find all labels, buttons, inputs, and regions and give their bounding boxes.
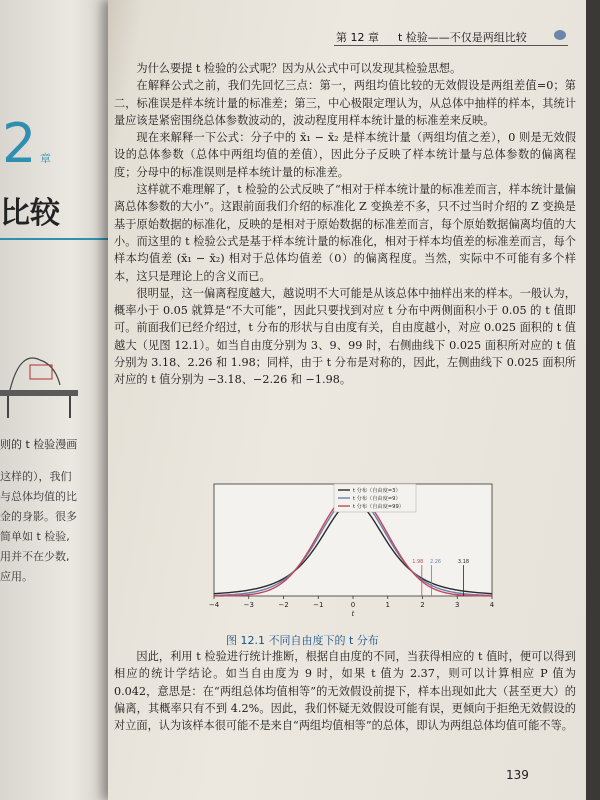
left-text-fragment: 与总体均值的比 xyxy=(0,490,77,503)
x-axis-label: t xyxy=(351,610,355,618)
left-title-fragment: 比较 xyxy=(0,196,60,231)
critical-value-label: 1.98 xyxy=(412,559,424,566)
left-text-fragment: 这样的），我们 xyxy=(0,470,72,483)
legend-entry: t 分布（自由度=9） xyxy=(353,496,401,502)
header-rule xyxy=(334,45,568,46)
body-text-upper xyxy=(114,60,576,389)
book-series-icon xyxy=(554,30,566,40)
paragraph: 在解释公式之前，我们先回忆三点：第一，两组均值比较的无效假设是两组差值=0；第二，标准误是样本统计量的标准差；第三，中心极限定理认为，从总体中抽样的样本，其统计量应该是紧密围绕总体参数波动的，波动程度用样本统计量的标准差来反映。 xyxy=(114,79,576,127)
running-header xyxy=(318,26,568,48)
paragraph: 很明显，这一偏离程度越大，越说明不大可能是从该总体中抽样出来的样本。一般认为，概率小于 0.05 就算是“不大可能”，因此只要找到对应 t 分布中两侧面积小于 0.05 的 t 值即可。前面我们已经介绍过，t 分布的形状与自由度有关，自由度越小，对应 0.025 面积的 t 值越大（见图 12.1）。如当自由度分别为 3、9、99 时，右侧曲线下 0.025 面积所对应的 t 值分别为 3.18、2.26 和 1.98；同样，由于 t 分布是对称的，因此，左侧曲线下 0.025 面积所对应的 t 值分别为 −3.18、−2.26 和 −1.98。 xyxy=(114,286,576,387)
left-chapter-word: 章 xyxy=(40,152,51,165)
paragraph: 因此，利用 t 检验进行统计推断，根据自由度的不同，当获得相应的 t 值时，便可以得到相应的统计学结论。如当自由度为 9 时，如果 t 值为 2.37，则可以计算相应 P 值为 0.042，意思是：在“两组总体均值相等”的无效假设前提下，样本出现如此大（甚至更大）的偏离，其概率只有不到 4.2%。因此，我们怀疑无效假设可能有误，更倾向于拒绝无效假设的对立面，认为该样本很可能不是来自“两组均值相等”的总体，即认为两组总体均值可能不等。 xyxy=(114,650,576,733)
paragraph: 为什么要提 t 检验的公式呢？因为从公式中可以发现其检验思想。 xyxy=(136,62,462,75)
paragraph: 现在来解释一下公式：分子中的 x̄₁ − x̄₂ 是样本统计量（两组均值之差），0 则是无效假设的总体参数（总体中两组均值的差值），因此分子反映了样本统计量与总体参数的偏离程度；分母中的标准误则是样本统计量的标准差。 xyxy=(114,131,576,179)
left-title-rule xyxy=(0,238,110,240)
left-text-fragment: 用并不在少数, xyxy=(0,550,70,563)
x-tick-label: −3 xyxy=(243,601,254,609)
body-text-lower xyxy=(114,648,576,734)
left-text-fragment: 简单如 t 检验, xyxy=(0,530,70,543)
x-tick-label: 4 xyxy=(489,601,495,609)
t-distribution-chart xyxy=(200,478,500,628)
background-edge xyxy=(586,0,600,800)
chapter-title: t 检验——不仅是两组比较 xyxy=(398,31,527,44)
x-tick-label: 3 xyxy=(455,601,460,609)
comic-sketch-illustration xyxy=(0,330,80,420)
left-text-fragment: 应用。 xyxy=(0,570,33,583)
right-page xyxy=(108,0,586,800)
page-number: 139 xyxy=(506,768,529,782)
x-tick-label: −1 xyxy=(313,601,324,609)
legend-entry: t 分布（自由度=99） xyxy=(353,504,404,510)
chapter-label: 第 12 章 xyxy=(336,31,379,44)
x-tick-label: 1 xyxy=(385,601,390,609)
left-chapter-number: 2 xyxy=(2,112,37,175)
x-tick-label: 0 xyxy=(350,601,356,609)
left-text-fragment: 金的身影。很多 xyxy=(0,510,77,523)
critical-value-label: 3.18 xyxy=(457,559,470,566)
left-caption-fragment: 则的 t 检验漫画 xyxy=(0,438,78,451)
figure-caption: 图 12.1 不同自由度下的 t 分布 xyxy=(226,634,379,647)
paragraph: 这样就不难理解了，t 检验的公式反映了“相对于样本统计量的标准差而言，样本统计量偏离总体参数的大小”。这跟前面我们介绍的标准化 Z 变换差不多，只不过当时介绍的 Z 变换是基于原始数据的标准化，反映的是相对于原始数据的标准差而言，每个原始数据偏离均值的大小。而这里的 t 检验公式是基于样本统计量的标准化，相对于样本均值差的标准差而言，每个样本均值差 (x̄₁ − x̄₂) 相对于总体均值差（0）的偏离程度。当然，实际中不可能有多个样本，这只是理论上的含义而已。 xyxy=(114,183,576,283)
x-tick-label: −4 xyxy=(208,601,220,609)
left-page xyxy=(0,0,118,800)
x-tick-label: −2 xyxy=(278,601,289,609)
x-tick-label: 2 xyxy=(420,601,425,609)
legend-entry: t 分布（自由度=3） xyxy=(353,488,401,494)
critical-value-label: 2.26 xyxy=(429,559,442,566)
